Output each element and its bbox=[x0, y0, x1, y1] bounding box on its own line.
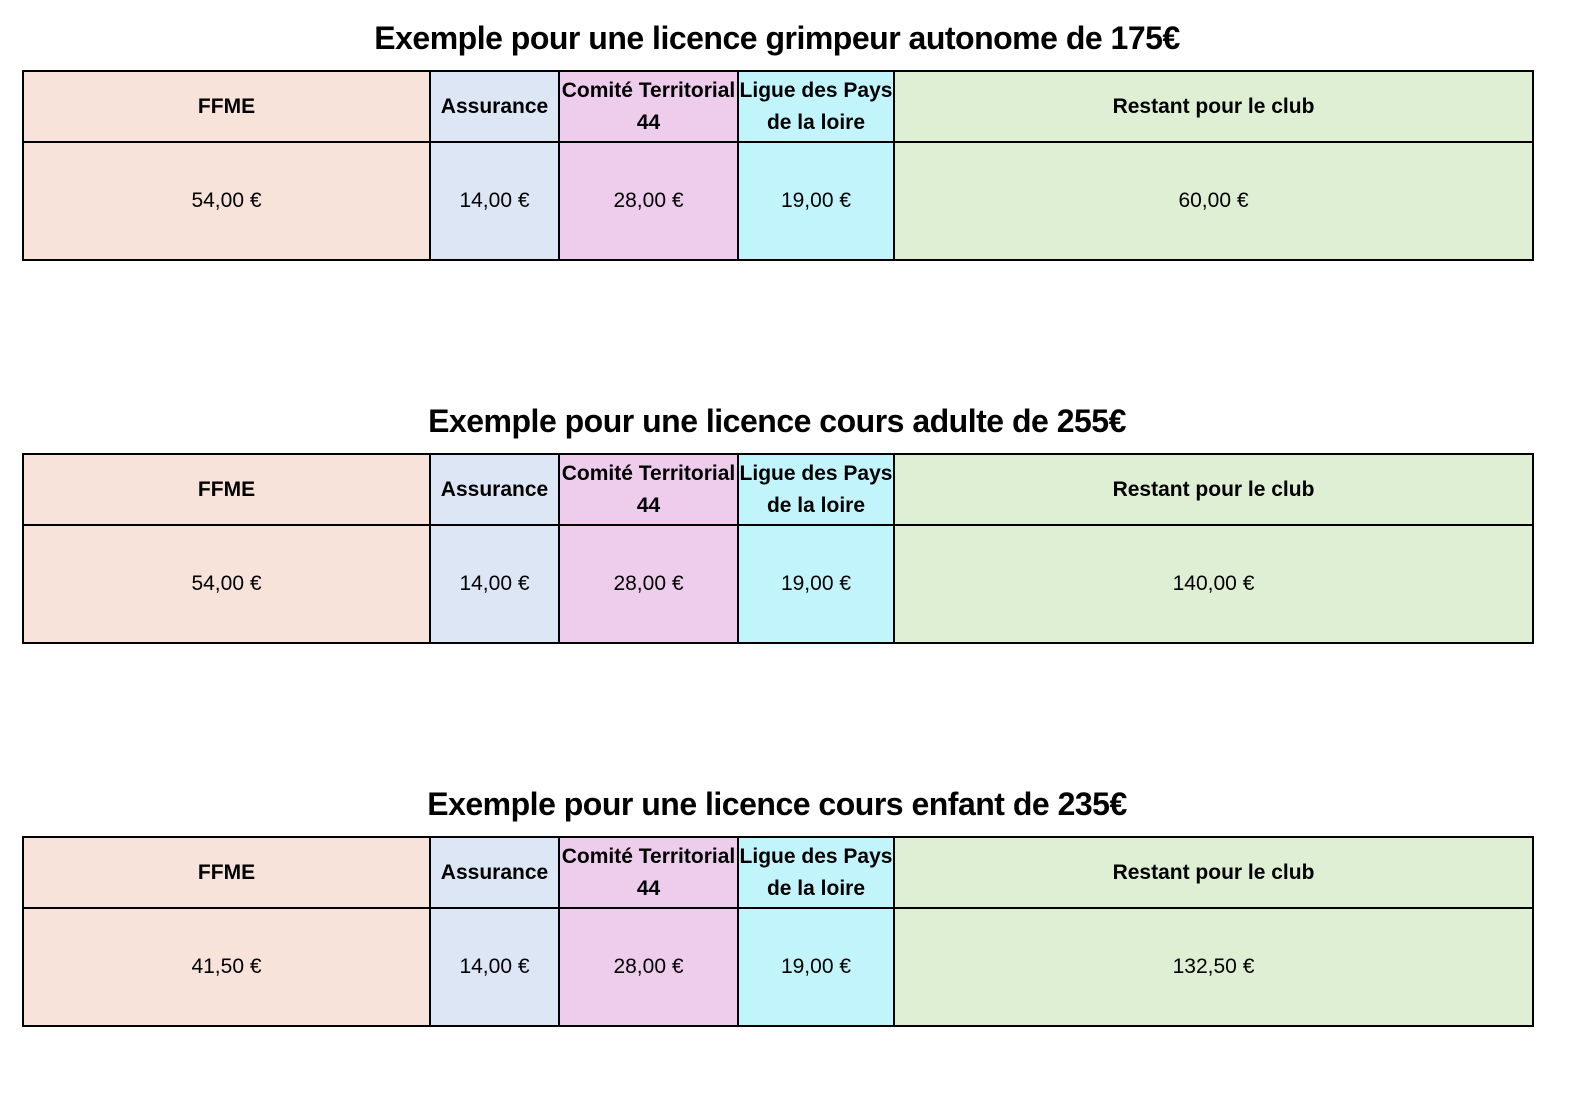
header-comite: Comité Territorial 44 bbox=[559, 454, 738, 525]
header-club: Restant pour le club bbox=[894, 71, 1533, 142]
licence-table-block-3 bbox=[22, 782, 1532, 1027]
value-ffme: 54,00 € bbox=[23, 525, 430, 643]
value-comite: 28,00 € bbox=[559, 908, 738, 1026]
header-row bbox=[23, 71, 1533, 142]
header-row bbox=[23, 837, 1533, 908]
header-ligue: Ligue des Pays de la loire bbox=[738, 71, 894, 142]
header-club: Restant pour le club bbox=[894, 454, 1533, 525]
header-assurance: Assurance bbox=[430, 454, 559, 525]
table-title: Exemple pour une licence cours adulte de 255€ bbox=[428, 403, 1126, 439]
header-ligue: Ligue des Pays de la loire bbox=[738, 454, 894, 525]
value-ffme: 54,00 € bbox=[23, 142, 430, 260]
value-comite: 28,00 € bbox=[559, 142, 738, 260]
value-comite: 28,00 € bbox=[559, 525, 738, 643]
value-row bbox=[23, 908, 1533, 1026]
value-ligue: 19,00 € bbox=[738, 142, 894, 260]
header-ffme: FFME bbox=[23, 71, 430, 142]
value-ligue: 19,00 € bbox=[738, 525, 894, 643]
breakdown-table bbox=[22, 836, 1534, 1027]
licence-table-block-1 bbox=[22, 16, 1532, 261]
value-club: 140,00 € bbox=[894, 525, 1533, 643]
licence-table-block-2 bbox=[22, 399, 1532, 644]
header-row bbox=[23, 454, 1533, 525]
header-assurance: Assurance bbox=[430, 71, 559, 142]
value-ligue: 19,00 € bbox=[738, 908, 894, 1026]
breakdown-table bbox=[22, 70, 1534, 261]
header-assurance: Assurance bbox=[430, 837, 559, 908]
header-club: Restant pour le club bbox=[894, 837, 1533, 908]
table-title: Exemple pour une licence cours enfant de 235€ bbox=[427, 786, 1127, 822]
header-comite: Comité Territorial 44 bbox=[559, 837, 738, 908]
header-ffme: FFME bbox=[23, 837, 430, 908]
header-comite: Comité Territorial 44 bbox=[559, 71, 738, 142]
value-assurance: 14,00 € bbox=[430, 525, 559, 643]
header-ligue: Ligue des Pays de la loire bbox=[738, 837, 894, 908]
breakdown-table bbox=[22, 453, 1534, 644]
value-club: 60,00 € bbox=[894, 142, 1533, 260]
header-ffme: FFME bbox=[23, 454, 430, 525]
value-club: 132,50 € bbox=[894, 908, 1533, 1026]
value-row bbox=[23, 525, 1533, 643]
value-row bbox=[23, 142, 1533, 260]
value-assurance: 14,00 € bbox=[430, 142, 559, 260]
value-ffme: 41,50 € bbox=[23, 908, 430, 1026]
table-title: Exemple pour une licence grimpeur autonome de 175€ bbox=[374, 20, 1180, 56]
value-assurance: 14,00 € bbox=[430, 908, 559, 1026]
